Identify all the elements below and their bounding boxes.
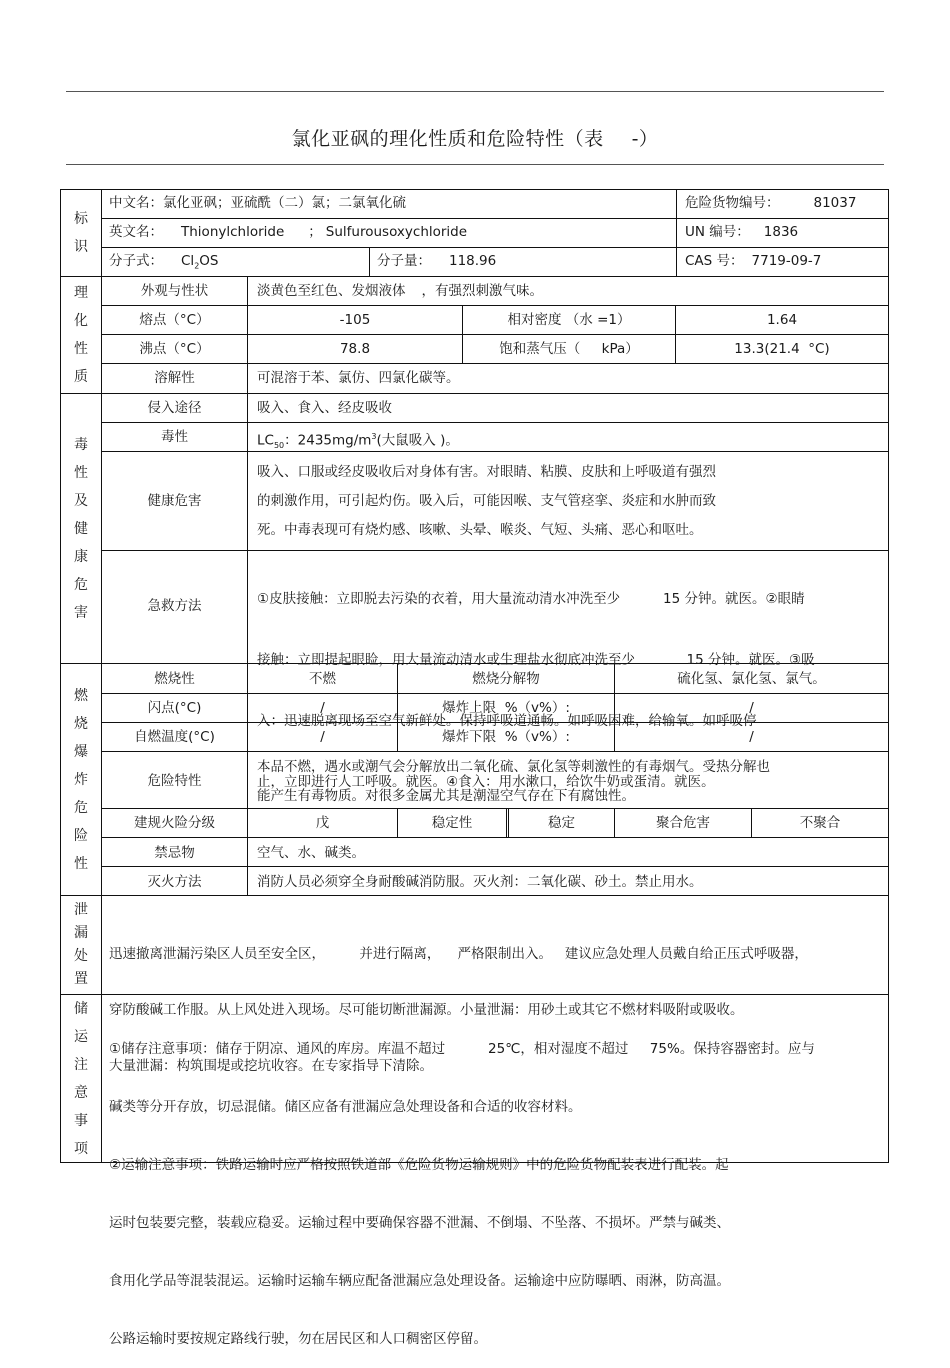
page-title <box>0 124 950 151</box>
bp-value: 78.8 <box>339 341 371 357</box>
first-aid-label: 急救方法 <box>147 598 202 614</box>
title-rule <box>66 164 884 165</box>
density-label: 相对密度 （水 =1） <box>507 312 631 328</box>
stability-label: 稳定性 <box>431 815 473 831</box>
route-label: 侵入途径 <box>147 400 202 416</box>
un-number: UN 编号： 1836 <box>685 224 799 240</box>
section-label-fire: 燃 烧 爆 炸 危 险 性 <box>74 687 88 872</box>
molecular-weight: 分子量： 118.96 <box>377 253 497 269</box>
autoignition-label: 自燃温度(°C) <box>134 729 215 745</box>
fire-class-label: 建规火险分级 <box>134 815 215 831</box>
cas-number: CAS 号： 7719-09-7 <box>685 253 822 269</box>
vp-value: 13.3(21.4 °C) <box>734 341 830 357</box>
title-main: 氯化亚砜的理化性质和危险特性（表 <box>291 128 604 150</box>
section-label-tox: 毒 性 及 健 康 危 害 <box>74 436 88 621</box>
decomposition-value: 硫化氢、氯化氢、氯气。 <box>677 671 826 687</box>
mp-value: -105 <box>339 312 371 328</box>
section-label-storage: 储 运 注 意 事 项 <box>74 1000 88 1157</box>
combustibility-label: 燃烧性 <box>154 671 195 687</box>
flash-point-label: 闪点(°C) <box>147 700 202 716</box>
solubility-label: 溶解性 <box>154 370 195 386</box>
section-label-ident: 标 识 <box>74 211 88 255</box>
storage-text: ①储存注意事项：储存于阴凉、通风的库房。库温不超过 25℃，相对湿度不超过 75%。保持容器密封。应与 碱类等分开存放，切忌混储。储区应备有泄漏应急处理设备和合适的收容材料。 ②运输注意事项：铁路运输时应严格按照铁道部《危险货物运输规则》中的危险货物配装表进行配装。起 运时包装要完整，装载应稳妥。运输过程中要确保容器不泄漏、不倒塌、不坠落、不损坏。严禁与碱类、 食用化学品等混装混运。运输时运输车辆应配备泄漏应急处理设备。运输途中应防曝晒、雨淋，防高温。 公路运输时要按规定路线行驶，勿在居民区和人口稠密区停留。 <box>109 1041 815 1347</box>
polymerization-label: 聚合危害 <box>656 815 710 831</box>
stability-value: 稳定 <box>548 815 575 831</box>
hazard-label: 危险特性 <box>147 773 202 789</box>
decomposition-label: 燃烧分解物 <box>472 671 540 687</box>
appearance-value: 淡黄色至红色、发烟液体 ，有强烈刺激气味。 <box>257 283 543 299</box>
toxicity-label: 毒性 <box>161 429 188 445</box>
extinguish-value: 消防人员必须穿全身耐酸碱消防服。灭火剂：二氧化碳、砂土。禁止用水。 <box>257 874 703 890</box>
polymerization-value: 不聚合 <box>799 815 841 831</box>
combustibility-value: 不燃 <box>309 671 336 687</box>
lower-limit-label: 爆炸下限 %（v%）: <box>442 729 570 745</box>
upper-limit-value: / <box>749 700 754 716</box>
formula: 分子式： $Cl_2OS$ <box>109 253 219 271</box>
section-label-leak: 泄 漏 处 置 <box>74 902 88 987</box>
dg-number: 危险货物编号： 81037 <box>685 195 857 211</box>
health-text: 吸入、口服或经皮吸收后对身体有害。对眼睛、粘膜、皮肤和上呼吸道有强烈 的刺激作用，可引起灼伤。吸入后，可能因喉、支气管痉挛、炎症和水肿而致 死。中毒表现可有烧灼感、咳嗽、头晕、喉炎、气短、头痛、恶心和呕吐。 <box>257 464 716 538</box>
incompatible-value: 空气、水、碱类。 <box>257 845 365 861</box>
bp-label: 沸点（°C） <box>139 341 210 357</box>
fire-class-value: 戊 <box>315 815 330 831</box>
top-rule <box>66 91 884 92</box>
hazard-text: 本品不燃，遇水或潮气会分解放出二氧化硫、氯化氢等刺激性的有毒烟气。受热分解也 能产生有毒物质。对很多金属尤其是潮湿空气存在下有腐蚀性。 <box>257 759 770 804</box>
en-name: 英文名： Thionylchloride ； Sulfurousoxychloride <box>109 224 468 240</box>
appearance-label: 外观与性状 <box>140 283 209 299</box>
first-aid-text: ①皮肤接触：立即脱去污染的衣着，用大量流动清水冲洗至少 15 分钟。就医。②眼睛 接触：立即提起眼睑，用大量流动清水或生理盐水彻底冲洗至少 15 分钟。就医。③吸 入：迅速脱离现场至空气新鲜处。保持呼吸道通畅。如呼吸困难，给输氧。如呼吸停 止，立即进行人工呼吸。就医。④食入：用水漱口，给饮牛奶或蛋清。就医。 <box>257 591 815 790</box>
cn-name: 中文名：氯化亚砜；亚硫酰（二）氯；二氯氧化硫 <box>109 195 406 211</box>
route-value: 吸入、食入、经皮吸收 <box>257 400 392 416</box>
toxicity-value: $LC_{50}$：$2435mg/m^3$(大鼠吸入 )。 <box>257 432 459 451</box>
leak-text: 迅速撤离泄漏污染区人员至安全区， 并进行隔离， 严格限制出入。 建议应急处理人员戴自给正压式呼吸器， 穿防酸碱工作服。从上风处进入现场。尽可能切断泄漏源。小量泄漏：用砂土或其它不燃材料吸附或吸收。 大量泄漏：构筑围堤或挖坑收容。在专家指导下清除。 <box>109 946 808 1074</box>
flash-point-value: / <box>320 700 325 716</box>
lower-limit-value: / <box>749 729 754 745</box>
solubility-value: 可混溶于苯、氯仿、四氯化碳等。 <box>257 370 460 386</box>
health-label: 健康危害 <box>147 493 202 509</box>
section-label-phys: 理 化 性 质 <box>74 285 88 385</box>
title-tail: -） <box>631 128 659 150</box>
mp-label: 熔点（°C） <box>139 312 210 328</box>
upper-limit-label: 爆炸上限 %（v%）: <box>442 700 570 716</box>
density-value: 1.64 <box>766 312 798 328</box>
extinguish-label: 灭火方法 <box>147 874 202 890</box>
incompatible-label: 禁忌物 <box>154 845 195 861</box>
autoignition-value: / <box>320 729 325 745</box>
vp-label: 饱和蒸气压（ kPa） <box>499 341 639 357</box>
